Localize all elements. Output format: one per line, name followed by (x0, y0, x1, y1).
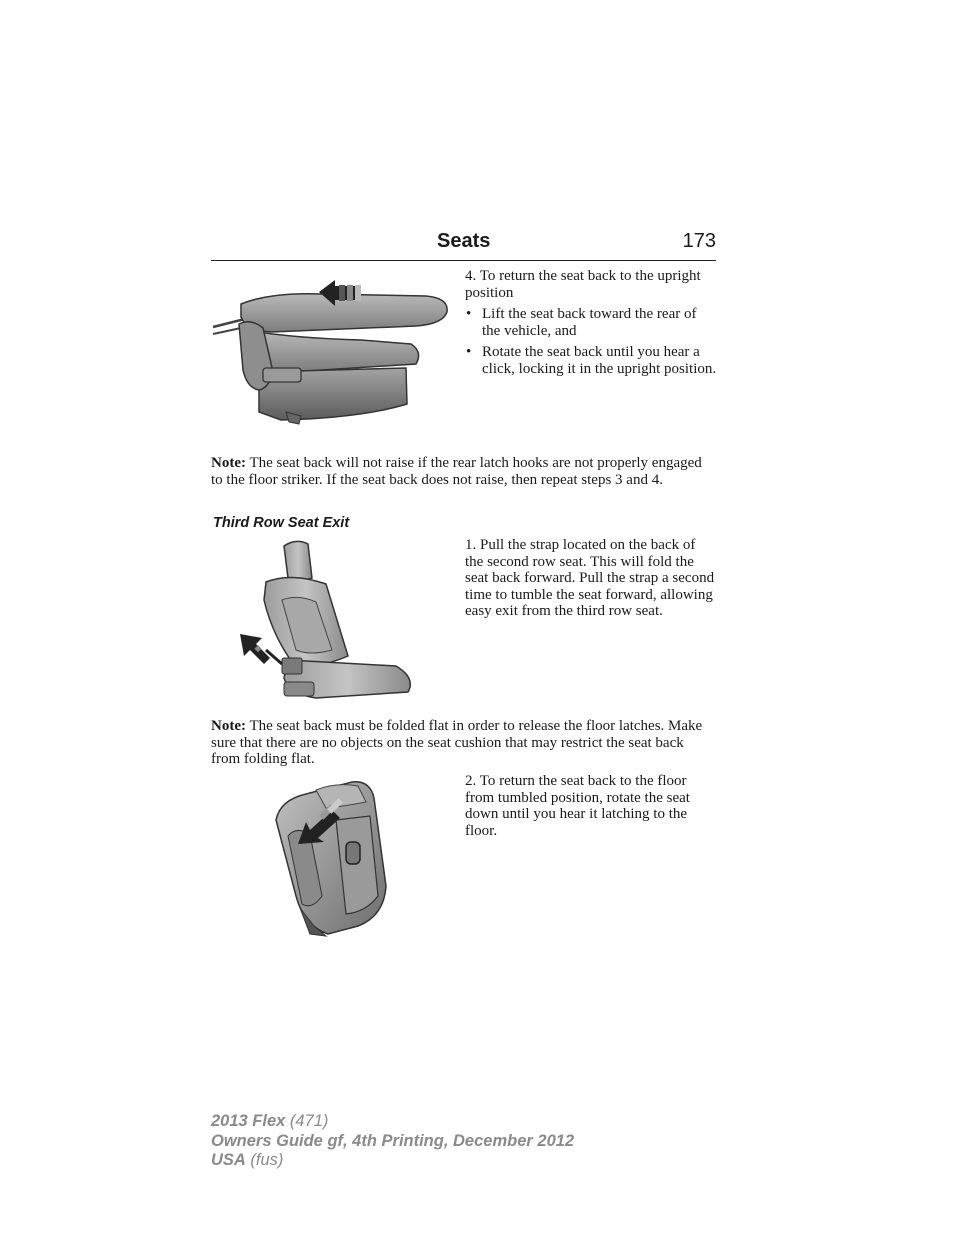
footer-edition: Owners Guide gf, 4th Printing, December 2012 (211, 1131, 575, 1150)
footer-line-1 (211, 1112, 574, 1132)
step-4-block (465, 268, 717, 382)
note-label: Note: (211, 718, 246, 734)
folded-seat-arrow-illustration (211, 272, 456, 432)
section-title: Seats (437, 230, 491, 252)
seat-strap-pull-illustration (236, 538, 416, 702)
footer-model: 2013 Flex (211, 1112, 286, 1130)
page-footer (211, 1112, 574, 1171)
page-header (211, 228, 716, 261)
note-label: Note: (211, 455, 246, 471)
note-paragraph-2 (211, 718, 716, 768)
bullet-text: Rotate the seat back until you hear a click, locking it in the upright position. (482, 344, 717, 377)
bullet-item (465, 344, 717, 377)
footer-line-2 (211, 1132, 574, 1152)
bullet-item (465, 306, 717, 339)
step-1-text: 1. Pull the strap located on the back of the second row seat. This will fold the seat back forward. Pull the strap a second time to tumble the seat forward, allowing easy exit from the third row seat. (465, 537, 715, 619)
step-1-block (465, 537, 717, 620)
step-4-text: 4. To return the seat back to the upright position (465, 268, 701, 301)
footer-line-3 (211, 1151, 574, 1171)
note-text: The seat back will not raise if the rear latch hooks are not properly engaged to the floor striker. If the seat back does not raise, then repeat steps 3 and 4. (211, 455, 702, 488)
footer-market-code: (fus) (245, 1151, 284, 1169)
bullet-glyph: • (466, 344, 472, 360)
tumbled-seat-rotate-illustration (266, 776, 396, 938)
page-number: 173 (682, 230, 716, 252)
step-2-block (465, 773, 717, 839)
bullet-glyph: • (466, 306, 472, 322)
step-2-text: 2. To return the seat back to the floor from tumbled position, rotate the seat down until you hear it latching to the floor. (465, 773, 690, 839)
subheading: Third Row Seat Exit (213, 515, 350, 531)
note-paragraph-1 (211, 455, 716, 488)
footer-code: (471) (285, 1112, 329, 1130)
bullet-text: Lift the seat back toward the rear of the vehicle, and (482, 306, 697, 339)
step-4-bullets (465, 306, 717, 377)
footer-market: USA (211, 1151, 246, 1169)
note-text: The seat back must be folded flat in order to release the floor latches. Make sure that there are no objects on the seat cushion that may restrict the seat back from folding flat. (211, 718, 703, 767)
